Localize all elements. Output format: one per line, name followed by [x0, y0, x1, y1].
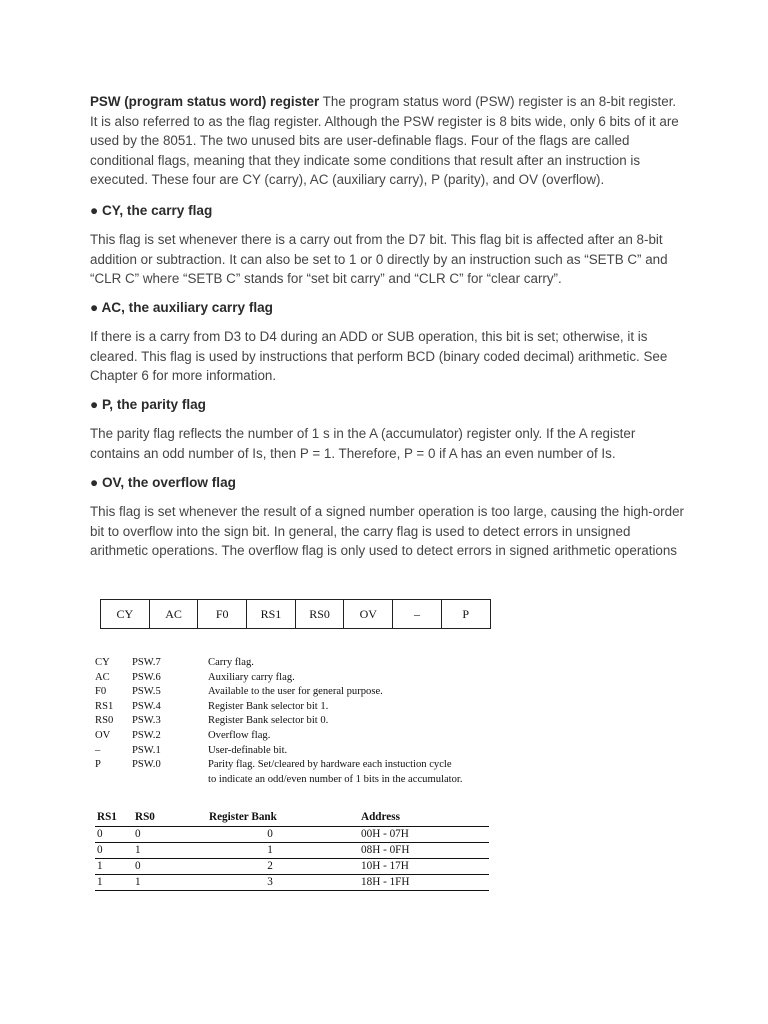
definition-row — [95, 729, 508, 744]
cell-bank: 0 — [267, 828, 273, 840]
cell-address: 00H - 07H — [361, 828, 409, 840]
register-bank-table — [95, 811, 489, 891]
definition-desc: Carry flag. — [208, 657, 254, 668]
definition-bit: PSW.1 — [132, 744, 161, 756]
cell-bank: 1 — [267, 844, 273, 856]
psw-bit-cell: P — [442, 600, 491, 628]
definition-desc: Parity flag. Set/cleared by hardware each instuction cycle — [208, 759, 452, 771]
definition-desc: Register Bank selector bit 1. — [208, 700, 329, 712]
definition-row — [95, 744, 508, 759]
definition-bit: PSW.3 — [132, 715, 161, 727]
psw-bit-diagram — [100, 599, 491, 629]
psw-bit-cell: RS1 — [247, 600, 296, 628]
definition-name: RS1 — [95, 700, 114, 712]
definition-row — [95, 773, 508, 788]
table-row — [95, 827, 489, 843]
header-address: Address — [361, 811, 400, 823]
definition-row — [95, 700, 508, 715]
header-register-bank: Register Bank — [209, 811, 277, 823]
intro-lead: PSW (program status word) register — [90, 94, 320, 109]
cell-rs1: 0 — [97, 844, 103, 856]
cell-address: 10H - 17H — [361, 860, 409, 872]
cell-address: 08H - 0FH — [361, 844, 410, 856]
cell-rs0: 0 — [135, 828, 141, 840]
section-body-ov: This flag is set whenever the result of a signed number operation is too large, causing the high-order bit to overflow into the sign bit. In general, the carry flag is used to detect errors in unsigned arithmetic operations. The overflow flag is only used to detect errors in signed arithmetic operations — [90, 504, 684, 558]
section-heading-ac: ● AC, the auxiliary carry flag — [90, 300, 273, 315]
psw-bit-cell: RS0 — [296, 600, 345, 628]
psw-bit-cell: F0 — [198, 600, 247, 628]
definition-bit: PSW.0 — [132, 759, 161, 771]
definition-name: – — [95, 744, 101, 756]
definition-row — [95, 656, 508, 671]
definition-name: CY — [95, 657, 110, 668]
cell-rs0: 1 — [135, 876, 141, 888]
cell-rs0: 0 — [135, 860, 141, 872]
psw-bit-cell: OV — [344, 600, 393, 628]
table-row — [95, 859, 489, 875]
definition-name: P — [95, 759, 101, 771]
section-body-p: The parity flag reflects the number of 1 s in the A (accumulator) register only. If the A register contains an odd number of Is, then P = 1. Therefore, P = 0 if A has an even number of Is. — [90, 426, 636, 461]
cell-address: 18H - 1FH — [361, 876, 410, 888]
definition-bit: PSW.2 — [132, 729, 161, 741]
definition-desc: to indicate an odd/even number of 1 bits in the accumulator. — [208, 773, 463, 785]
definition-name: AC — [95, 671, 110, 683]
psw-bit-cell: AC — [150, 600, 199, 628]
header-rs0: RS0 — [135, 811, 155, 823]
definition-desc: Overflow flag. — [208, 729, 271, 741]
intro-text: The program status word (PSW) register is an 8-bit register. It is also referred to as the flag register. Although the PSW register is 8 bits wide, only 6 bits of it are used by the 8051. The two unused bits are user-definable flags. Four of the flags are called conditional flags, meaning that they indicate some conditions that result after an instruction is executed. These four are CY (carry), AC (auxiliary carry), P (parity), and OV (overflow). — [90, 94, 679, 187]
definition-desc: Auxiliary carry flag. — [208, 671, 295, 683]
section-heading-cy: ● CY, the carry flag — [90, 203, 213, 218]
definition-name — [95, 773, 132, 788]
header-rs1: RS1 — [97, 811, 117, 823]
cell-rs1: 0 — [97, 828, 103, 840]
definition-bit: PSW.6 — [132, 671, 161, 683]
definition-desc: Register Bank selector bit 0. — [208, 715, 329, 727]
section-body-ac: If there is a carry from D3 to D4 during an ADD or SUB operation, this bit is set; otherwise, it is cleared. This flag is used by instructions that perform BCD (binary coded decimal) arithmetic. See Chapter 6 for more information. — [90, 329, 668, 383]
definition-bit — [132, 773, 208, 788]
definition-bit: PSW.4 — [132, 700, 161, 712]
definition-row — [95, 758, 508, 773]
cell-bank: 3 — [267, 876, 273, 888]
definition-name: RS0 — [95, 715, 114, 727]
definition-row — [95, 685, 508, 700]
cell-rs1: 1 — [97, 876, 103, 888]
definition-row — [95, 671, 508, 686]
psw-bit-cell: CY — [101, 600, 150, 628]
definition-bit: PSW.5 — [132, 686, 161, 698]
psw-bit-cell: – — [393, 600, 442, 628]
psw-bit-definitions — [95, 656, 508, 787]
definition-name: F0 — [95, 686, 107, 698]
section-heading-ov: ● OV, the overflow flag — [90, 475, 236, 490]
cell-bank: 2 — [267, 860, 273, 872]
table-row — [95, 875, 489, 891]
definition-row — [95, 714, 508, 729]
intro-paragraph — [90, 92, 686, 190]
definition-name: OV — [95, 729, 111, 741]
definition-desc: User-definable bit. — [208, 744, 288, 756]
section-heading-p: ● P, the parity flag — [90, 397, 206, 412]
table-row — [95, 843, 489, 859]
definition-desc: Available to the user for general purpose. — [208, 686, 383, 698]
definition-bit: PSW.7 — [132, 657, 161, 668]
cell-rs0: 1 — [135, 844, 141, 856]
cell-rs1: 1 — [97, 860, 103, 872]
table-header — [95, 811, 489, 827]
section-body-cy: This flag is set whenever there is a carry out from the D7 bit. This flag bit is affected after an 8-bit addition or subtraction. It can also be set to 1 or 0 directly by an instruction such as “SETB C” and “CLR C” where “SETB C” stands for “set bit carry” and “CLR C” for “clear carry”. — [90, 232, 668, 286]
